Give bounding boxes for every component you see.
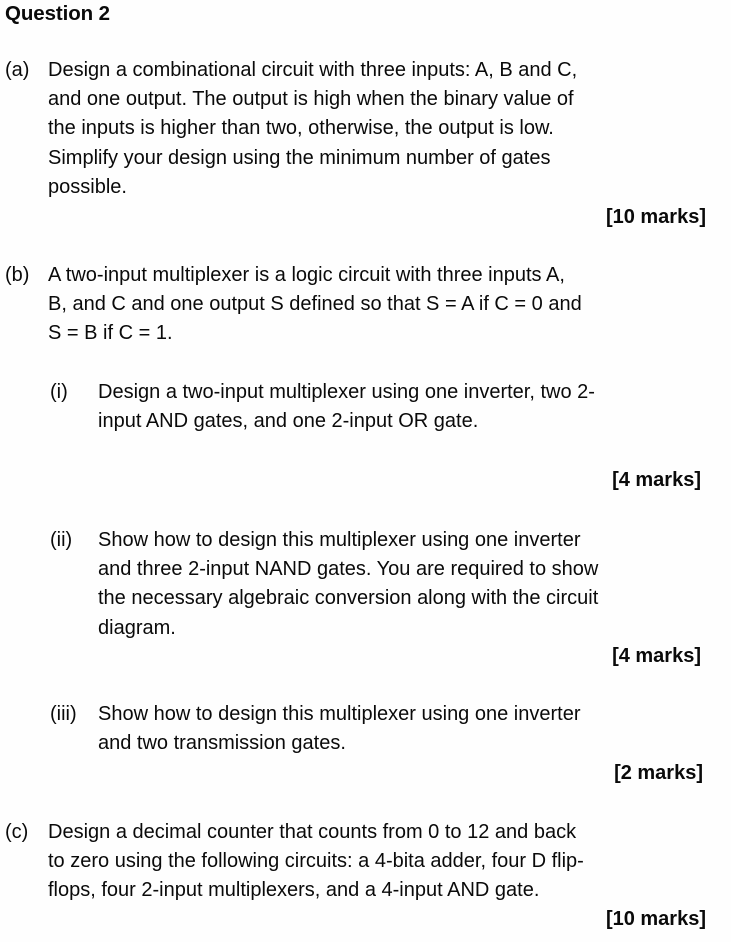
question-part-b-ii	[50, 526, 727, 643]
text-line: Show how to design this multiplexer using one inverter	[98, 703, 581, 725]
text-line: Design a combinational circuit with three inputs: A, B and C,	[48, 59, 578, 81]
question-text-b-i	[98, 378, 727, 436]
question-text-b-ii	[98, 526, 727, 643]
question-marker-b-i: (i)	[50, 381, 68, 403]
text-line: to zero using the following circuits: a 4-bita adder, four D flip-	[48, 850, 584, 873]
text-line: flops, four 2-input multiplexers, and a 4-input AND gate.	[48, 879, 540, 902]
question-marker-b: (b)	[5, 264, 30, 286]
marks-label-b-ii: [4 marks]	[612, 645, 701, 667]
page-title: Question 2	[5, 2, 110, 25]
text-line: possible.	[48, 175, 127, 198]
text-line: Simplify your design using the minimum number of gates	[48, 146, 551, 169]
text-line: Design a decimal counter that counts from 0 to 12 and back	[48, 821, 577, 843]
question-text-c	[48, 818, 727, 906]
text-line: and two transmission gates.	[98, 732, 346, 755]
question-text-b-iii	[98, 700, 727, 758]
question-text-b	[48, 261, 727, 349]
text-line: input AND gates, and one 2-input OR gate.	[98, 410, 479, 433]
text-line: the inputs is higher than two, otherwise, the output is low.	[48, 117, 554, 140]
text-line: the necessary algebraic conversion along with the circuit	[98, 587, 599, 610]
text-line: S = B if C = 1.	[48, 322, 173, 345]
text-line: B, and C and one output S defined so that S = A if C = 0 and	[48, 293, 582, 316]
marks-label-c: [10 marks]	[605, 908, 706, 930]
text-line: Design a two-input multiplexer using one inverter, two 2-	[98, 381, 595, 403]
text-line: and three 2-input NAND gates. You are required to show	[98, 558, 599, 581]
question-marker-c: (c)	[5, 821, 29, 843]
question-part-b	[5, 261, 727, 349]
question-text-a	[48, 56, 727, 202]
marks-label-b-iii: [2 marks]	[614, 762, 703, 784]
question-part-b-iii	[50, 700, 727, 758]
text-line: A two-input multiplexer is a logic circuit with three inputs A,	[48, 264, 565, 286]
text-line: diagram.	[98, 616, 176, 639]
text-line: and one output. The output is high when the binary value of	[48, 88, 574, 111]
marks-label-a: [10 marks]	[605, 206, 706, 228]
question-marker-b-iii: (iii)	[50, 703, 77, 725]
text-line: Show how to design this multiplexer using one inverter	[98, 529, 581, 551]
question-part-b-i	[50, 378, 727, 436]
question-part-c	[5, 818, 727, 906]
question-marker-a: (a)	[5, 59, 30, 81]
question-marker-b-ii: (ii)	[50, 529, 73, 551]
marks-label-b-i: [4 marks]	[612, 469, 701, 491]
question-part-a	[5, 56, 727, 202]
